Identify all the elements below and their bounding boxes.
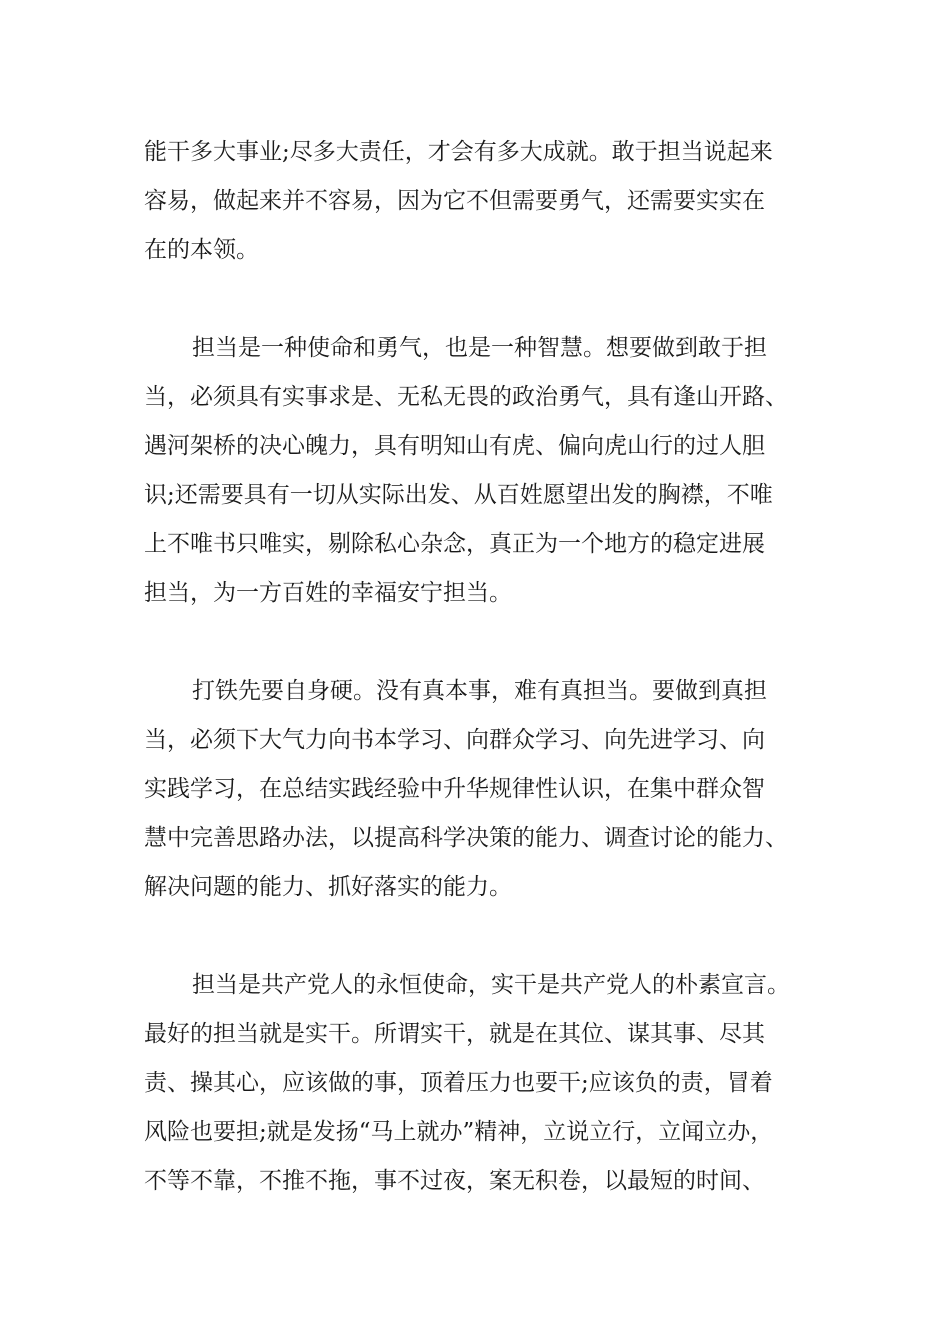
text-line: 在的本领。 bbox=[144, 237, 259, 263]
text-line: 不等不靠，不推不拖，事不过夜，案无积卷，以最短的时间、 bbox=[144, 1168, 765, 1194]
text-line: 上不唯书只唯实，剔除私心杂念，真正为一个地方的稳定进展 bbox=[144, 531, 765, 557]
text-line: 当，必须具有实事求是、无私无畏的政治勇气，具有逢山开路、 bbox=[144, 384, 788, 410]
text-line: 当，必须下大气力向书本学习、向群众学习、向先进学习、向 bbox=[144, 727, 765, 753]
text-line: 实践学习，在总结实践经验中升华规律性认识，在集中群众智 bbox=[144, 776, 765, 802]
text-line: 容易，做起来并不容易，因为它不但需要勇气，还需要实实在 bbox=[144, 188, 765, 214]
paragraph-4 bbox=[144, 961, 834, 1206]
text-line: 最好的担当就是实干。所谓实干，就是在其位、谋其事、尽其 bbox=[144, 1021, 765, 1047]
text-line: 担当是共产党人的永恒使命，实干是共产党人的朴素宣言。 bbox=[192, 972, 790, 998]
text-line: 解决问题的能力、抓好落实的能力。 bbox=[144, 874, 512, 900]
paragraph-3 bbox=[144, 667, 834, 912]
text-line: 慧中完善思路办法，以提高科学决策的能力、调查讨论的能力、 bbox=[144, 825, 788, 851]
text-line: 风险也要担;就是发扬“马上就办”精神，立说立行，立闻立办， bbox=[144, 1119, 774, 1145]
text-line: 能干多大事业;尽多大责任，才会有多大成就。敢于担当说起来 bbox=[144, 139, 773, 165]
text-line: 遇河架桥的决心魄力，具有明知山有虎、偏向虎山行的过人胆 bbox=[144, 433, 765, 459]
text-line: 打铁先要自身硬。没有真本事，难有真担当。要做到真担 bbox=[192, 678, 767, 704]
text-line: 担当，为一方百姓的幸福安宁担当。 bbox=[144, 580, 512, 606]
paragraph-1 bbox=[144, 128, 834, 275]
paragraph-2 bbox=[144, 324, 834, 618]
text-line: 担当是一种使命和勇气，也是一种智慧。想要做到敢于担 bbox=[192, 335, 767, 361]
document-body bbox=[144, 128, 834, 1206]
text-line: 责、操其心，应该做的事，顶着压力也要干;应该负的责，冒着 bbox=[144, 1070, 773, 1096]
text-line: 识;还需要具有一切从实际出发、从百姓愿望出发的胸襟，不唯 bbox=[144, 482, 773, 508]
